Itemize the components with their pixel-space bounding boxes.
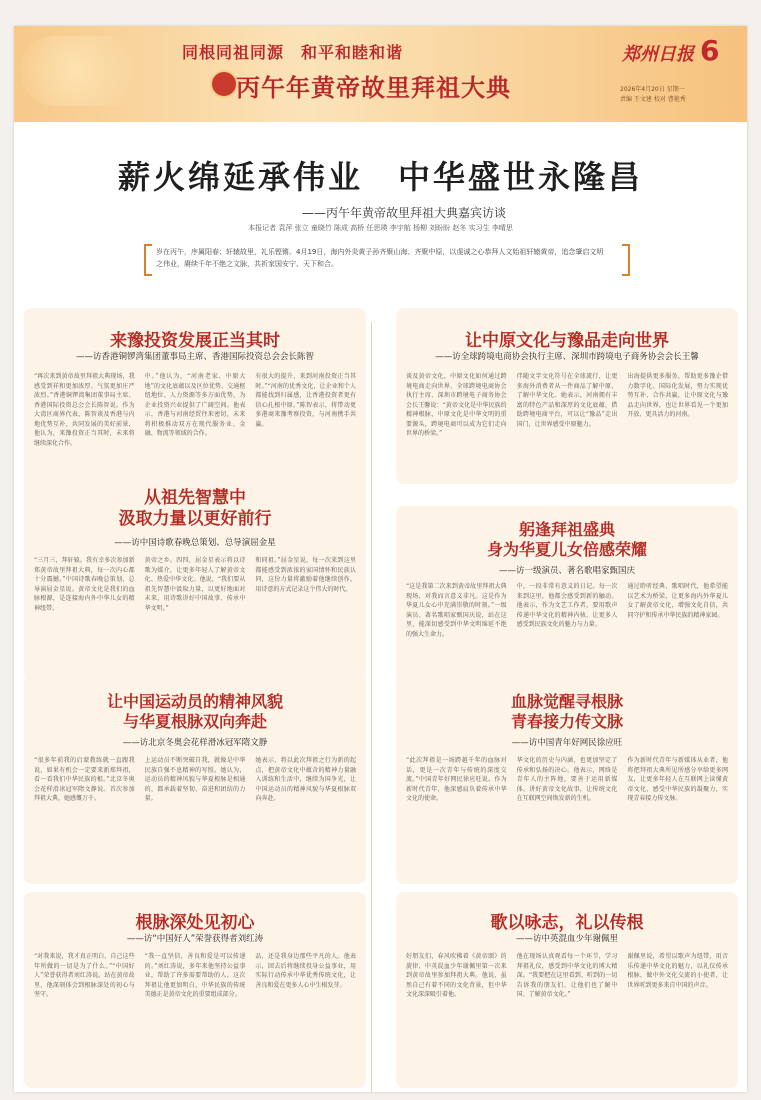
article-body [34, 952, 356, 1080]
article-column: 谢佩里说，希望以歌声为纽带，用音乐传递中华文化的魅力，以礼仪传承根脉，做中外文化交流的小使者，让世界听到更多来自中国的声音。 [627, 953, 729, 989]
article-body [406, 582, 728, 674]
masthead-title: 丙午年黄帝故里拜祖大典 [236, 74, 511, 102]
article-column: 和同祖。”屈金星说，每一次来到这里都能感受到浓浓的家国情怀和民族认同，这份力量将激励着他继续创作，用诗意的方式记录这个伟大的时代。 [255, 557, 357, 593]
article-title: 来豫投资发展正当其时 [110, 331, 280, 351]
article-column: 中。”他认为，“河南老家、中原大地”的文化底蕴以及区位优势、交通枢纽地位、人力资源等多方面优势，为企业投资兴业提供了广阔空间。他表示，香港与河南经贸往来密切，未来将积极推动双方在现代服务业、金融、物流等领域的合作。 [144, 373, 246, 437]
article-body [34, 556, 356, 674]
article-subtitle: ——访香港铜锣湾集团董事局主席、香港国际投资总会会长陈智 [75, 352, 314, 362]
lead-paragraph [144, 244, 630, 272]
article-column: “很多年前我的启蒙教练就一直跟我说，如果有机会一定要来新郑拜祖，看一看我们中华民族的根。”北京冬奥会花样滑冰冠军隋文静说。首次参加拜祖大典，她感慨万千。 [34, 757, 135, 802]
article-subtitle: ——访中英混血少年谢佩里 [515, 934, 618, 944]
article-title: 让中国运动员的精神风貌 与华夏根脉双向奔赴 [106, 692, 283, 731]
article-liu-hongtao [24, 892, 366, 1088]
article-body [406, 756, 728, 874]
column-divider [371, 322, 372, 1092]
article-zhen-guoqing [396, 506, 738, 682]
article-column: 品，还是我身边那些平凡的人。他表示，回去后将继续投身公益事业，用实际行动传承中华优秀传统文化，让善良和爱在更多人心中生根发芽。 [255, 953, 357, 989]
article-subtitle: ——访全球跨境电商协会执行主席、深圳市跨境电子商务协会会长王馨 [435, 352, 699, 362]
article-title: 血脉觉醒寻根脉 青春接力传文脉 [510, 692, 623, 731]
article-body [406, 372, 728, 476]
article-column: 出海提供更多服务，帮助更多豫企借力数字化、国际化发展，努力实现优势互补、合作共赢，让中原文化与豫品走向世界，也让世界看见一个更加开放、更具活力的河南。 [627, 373, 729, 418]
article-title: 从祖先智慧中 汲取力量以更好前行 [118, 488, 272, 529]
article-subtitle: ——访一级演员、著名歌唱家甄国庆 [498, 566, 635, 576]
article-xu-yingwang [396, 674, 738, 884]
article-column: “此次拜祖是一场跨越千年的血脉对话，更是一次青年与传统的深度交流。”中国青年好网民徐应旺说。作为新时代青年，他深感肩负着传承中华文化的使命。 [406, 757, 507, 802]
article-column: “我一直坚信，善良和爱是可以传递的。”刘红涛说，多年来他坚持公益事业，帮助了许多需要帮助的人。这次拜祖让他更加明白，中华民族的传统美德正是黄帝文化的重要组成部分。 [144, 953, 246, 998]
article-sui-wenjing [24, 674, 366, 884]
article-wang-xin [396, 308, 738, 484]
article-column: 华文化的历史与内涵，也更加坚定了传承和弘扬的决心。他表示，网络是青年人的主阵地，要善于运用新媒体，讲好黄帝文化故事，让传统文化在互联网空间焕发新的生机。 [516, 757, 618, 802]
article-title: 根脉深处见初心 [135, 913, 255, 933]
article-title: 让中原文化与豫品走向世界 [465, 331, 669, 351]
article-column: 中，一段非常有意义的日记。每一次来到这里，他都会感受到新的触动。他表示，作为文艺工作者，要用歌声传递中华文化的精神内核，让更多人感受到民族文化的魅力与力量。 [516, 583, 618, 628]
article-title: 歌以咏志，礼以传根 [490, 913, 644, 933]
article-chen-zhi [24, 308, 366, 484]
article-title: 躬逢拜祖盛典 身为华夏儿女倍感荣耀 [486, 520, 647, 559]
article-body [34, 372, 356, 476]
article-subtitle: ——访中国诗歌春晚总策划、总导演屈金星 [114, 538, 276, 548]
article-column: 她表示，将以此次拜祖之行为新的起点，把黄帝文化中蕴含的精神力量融入训练和生活中，继续为国争光，让中国运动员的精神风貌与华夏根脉双向奔赴。 [255, 757, 357, 802]
article-body [406, 952, 728, 1080]
article-column: “这是我第二次来到黄帝故里拜祖大典现场，对我而言意义非凡。这是作为华夏儿女心中充满崇敬的时刻。”一级演员、著名歌唱家甄国庆说，站在这里，能深切感受到中华文明绵延不绝的强大生命力。 [406, 583, 507, 638]
newspaper-page [14, 26, 747, 1092]
article-subtitle: ——访中国青年好网民徐应旺 [511, 738, 623, 748]
article-subtitle: ——访“中国好人”荣誉获得者刘红涛 [126, 934, 264, 944]
dateline: 2026年4月20日 星期一 [620, 86, 685, 93]
article-column: 好朋友们，春风吹拂着《黄帝颂》的旋律，中英混血少年谢佩里第一次来到黄帝故里参加拜祖大典。他说，虽然自己有着不同的文化背景，但中华文化深深吸引着他。 [406, 953, 507, 998]
cloud-decoration [20, 36, 160, 106]
page-subheadline: ——丙午年黄帝故里拜祖大典嘉宾访谈 [302, 206, 507, 220]
article-column: 他在现场认真观看每一个环节，学习拜祖礼仪，感受到中华文化的博大精深。“我要把在这里看到、听到的一切告诉我的朋友们，让他们也了解中国、了解黄帝文化。” [516, 953, 618, 998]
masthead-slogan: 同根同祖同源 和平和睦和谐 [182, 43, 404, 62]
article-column: 作为新时代青年与新媒体从业者，他将把拜祖大典所见所感分享给更多网友，让更多年轻人在互联网上读懂黄帝文化，感受中华民族的凝聚力，实现青春接力传文脉。 [627, 757, 729, 802]
article-column: 通过聆听经典、歌唱时代，他希望能以艺术为桥梁，让更多海内外华夏儿女了解黄帝文化，增强文化自信，共同守护和传承中华民族的精神家园。 [627, 583, 729, 619]
article-column: 上运动员不断突破自我，就像是中华民族自强不息精神的写照。她认为，运动员的精神风貌与华夏根脉是相通的，都承载着坚韧、奋进和团结的力量。 [144, 757, 246, 802]
page-number: 6 [700, 34, 720, 67]
article-qu-jinxing [24, 472, 366, 682]
article-subtitle: ——访北京冬奥会花样滑冰冠军隋文静 [122, 738, 268, 748]
lead-text: 岁在丙午，序属阳春；轩辕故里，礼乐铿锵。4月19日，海内外炎黄子孙齐聚山海、齐聚中原，以虔诚之心恭拜人文始祖轩辕黄帝，追念肇启文明之伟业，赓续千年不绝之文脉，共祈家国安宁、天下和合。 [156, 248, 604, 268]
page-headline: 薪火绵延承伟业 中华盛世永隆昌 [117, 158, 643, 196]
bracket-left-decoration [144, 244, 152, 276]
article-body [34, 756, 356, 874]
bracket-right-decoration [622, 244, 630, 276]
article-column: 伴随文字文化符号在全球流行，让更多海外消费者从一件商品了解中原、了解中华文化。她表示，河南拥有丰富的特色产品和深厚的文化底蕴，借助跨境电商平台，可以让“豫品”走出国门，让世界感受中原魅力。 [516, 373, 618, 428]
article-xie-peili [396, 892, 738, 1088]
article-column: “三月三，拜轩辕。我有幸多次参加新郑黄帝故里拜祖大典，每一次内心都十分震撼。”中国诗歌春晚总策划、总导演屈金星说。黄帝文化是我们的血脉根源，是连接海内外中华儿女的精神纽带。 [34, 557, 135, 612]
article-column: 有很大的提升，来到河南投资正当其时。”“河南的优秀文化，让企业和个人都能找到归属感，让香港投资者更有信心扎根中原。”陈智表示，将带动更多港商来豫考察投资，与河南携手共赢。 [255, 373, 357, 428]
article-column: 黄帝之乡。四四，屈金星表示将以诗歌为媒介，让更多年轻人了解黄帝文化、热爱中华文化。他说，“我们要从祖先智慧中汲取力量，以更好地面对未来，用诗歌讲好中国故事、传承中华文明。” [144, 557, 246, 612]
article-column: 谈及黄帝文化，中原文化如何通过跨境电商走向世界，全球跨境电商协会执行主席、深圳市跨境电子商务协会会长王馨说：“黄帝文化是中华民族的精神根脉，中原文化是中华文明的重要源头，跨境电商可以成为它们走向世界的桥梁。” [406, 373, 507, 437]
emblem-icon [210, 70, 238, 98]
paper-name: 郑州日报 [622, 44, 694, 65]
page-byline: 本报记者 袁萍 张立 童晓竹 陈成 高桥 任思瑛 李宇航 杨柳 刘盼盼 赵冬 实习生 李晴思 [248, 224, 513, 232]
masthead-banner [14, 26, 747, 122]
editors-line: 责编 王文建 校对 曹艳秀 [620, 96, 686, 103]
article-column: “对我来说，我才真正明白，自己这些年所做的一切是为了什么。”“中国好人”荣誉获得者刘红涛说。站在黄帝故里，他深刻体会到根脉深处的初心与坚守。 [34, 953, 135, 998]
article-column: “再次来到黄帝故里拜祖大典现场，我感受到祥和更加浓厚、气氛更加庄严浓烈。”香港铜锣湾集团董事局主席、香港国际投资总会会长陈智说。作为大湾区商界代表，陈智谈及香港与内地优势互补、共同发展的美好前景，他认为，来豫投资正当其时，未来将继续深化合作。 [34, 373, 135, 447]
